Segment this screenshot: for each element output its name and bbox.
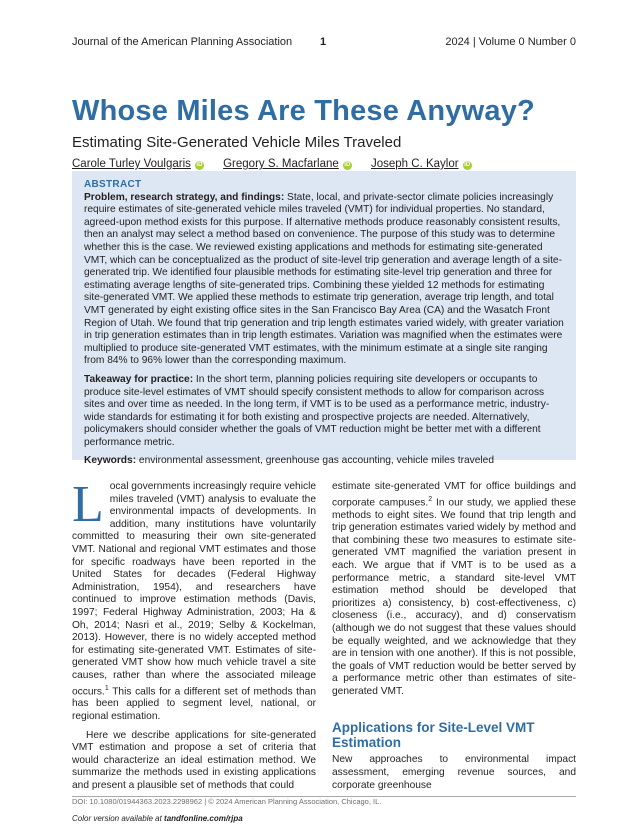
body-right-column: [332, 481, 576, 792]
orcid-icon[interactable]: iD: [344, 162, 351, 168]
author-1[interactable]: [72, 158, 204, 170]
journal-name: Journal of the American Planning Association: [72, 36, 293, 48]
journal-link[interactable]: tandfonline.com/rjpa: [164, 814, 243, 823]
body-paragraph: New approaches to environmental impact assessment, emerging revenue sources, and corporate greenhouse: [332, 754, 576, 791]
abstract-box: [72, 171, 576, 467]
section-heading: Applications for Site-Level VMT Estimation: [332, 720, 535, 751]
abstract-heading: ABSTRACT: [84, 179, 142, 190]
page-number: 1: [320, 36, 327, 48]
doi-line: DOI: 10.1080/01944363.2023.2298962 | © 2024 American Planning Association, Chicago, IL.: [72, 797, 382, 806]
abstract-takeaway: Takeaway for practice: In the short term, planning policies requiring site developers or occupants to produce site-level estimates of VMT should specify consistent methods to allow for comparison across sites and over time as needed. In the long term, if VMT is to be used as a performance metric, industry-wide standards for estimating it for both existing and prospective projects are needed. Alternatively, policymakers should consider whether the goals of VMT reduction might be better met with a different performance metric.: [84, 373, 550, 448]
article-title: Whose Miles Are These Anyway?: [72, 95, 535, 127]
drop-cap: L: [72, 476, 104, 533]
body-paragraph: Local governments increasingly require vehicle miles traveled (VMT) analysis to evaluate the environmental impacts of developments. In addition, many institutions have voluntarily committed to measuring their own site-generated VMT. National and regional VMT estimates and those for specific roadways have been reported in the United States for decades (Federal Highway Administration, 1954), and researchers have continued to improve estimation methods (Davis, 1997; Federal Highway Administration, 2003; Ha & Oh, 2014; Nasri et al., 2019; Selby & Kockelman, 2013). However, there is no widely accepted method for estimating site-generated VMT. Estimates of site-generated VMT show how much vehicle travel a site causes, rather than where the associated mileage occurs.$^1$ This calls for a different set of methods than has been applied to segment level, national, or regional estimation.: [72, 476, 316, 723]
footnote-ref[interactable]: 2: [428, 495, 433, 503]
article-subtitle: Estimating Site-Generated Vehicle Miles Traveled: [72, 134, 402, 151]
abstract-keywords: Keywords: environmental assessment, greenhouse gas accounting, vehicle miles traveled: [84, 455, 494, 467]
author-2[interactable]: [223, 158, 352, 170]
orcid-icon[interactable]: iD: [464, 162, 471, 168]
body-paragraph: Here we describe applications for site-generated VMT estimation and propose a set of criteria that would characterize an ideal estimation method. We summarize the methods used in existing applications and present a plausible set of methods that could: [72, 729, 316, 792]
footnote-ref[interactable]: 1: [104, 684, 109, 692]
body-left-column: [72, 476, 316, 793]
author-list: [72, 158, 488, 170]
author-3[interactable]: [371, 158, 472, 170]
author-name[interactable]: Joseph C. Kaylor: [371, 158, 459, 170]
color-version-note: Color version available at tandfonline.com/rjpa: [72, 814, 243, 823]
volume-info: 2024 | Volume 0 Number 0: [445, 36, 576, 48]
author-name[interactable]: Gregory S. Macfarlane: [223, 158, 339, 170]
orcid-icon[interactable]: iD: [196, 162, 203, 168]
abstract-problem: Problem, research strategy, and findings: State, local, and private-sector climate policies increasingly require estimates of site-generated vehicle miles traveled (VMT) for individual properties. No standard, agreed-upon method exists for this purpose. If alternative methods produce reasonably consistent results, then an analyst may select a method based on convenience. The purpose of this study was to determine whether this is the case. We reviewed existing applications and methods for estimating site-generated VMT, which can be conceptualized as the product of site-level trip generation and average length of a site-generated trip. We identified four plausible methods for estimating site-level trip generation and three for estimating average lengths of site-generated trips. Combining these yielded 12 methods for estimating site-generated VMT. We applied these methods to estimate trip generation, average trip length, and total VMT generated by eight existing office sites in the San Francisco Bay Area (CA) and the Wasatch Front Region of Utah. We found that trip generation and trip length estimates varied widely, with greater variation in trip generation estimates than in trip length estimates. Variation was magnified when the estimates were multiplied to produce site-generated VMT estimates, with the minimum estimate at a single site ranging from 84% to 96% lower than the corresponding maximum.: [84, 191, 564, 367]
body-paragraph: estimate site-generated VMT for office buildings and corporate campuses.$^2$ In our study, we applied these methods to eight sites. We found that trip length and trip generation estimates varied widely by method and that combining these two measures to estimate site-generated VMT magnified the variation present in each. We argue that if VMT is to be used as a performance metric, a standard site-level VMT estimation method should be developed that prioritizes a) consistency, b) cost-effectiveness, c) closeness (i.e., accuracy), and d) conservatism (although we do not suggest that these values should be equally weighted, and we acknowledge that they are in tension with one another). If this is not possible, the goals of VMT reduction would be better served by a performance metric other than estimates of site-generated VMT.: [332, 481, 576, 697]
author-name[interactable]: Carole Turley Voulgaris: [72, 158, 191, 170]
